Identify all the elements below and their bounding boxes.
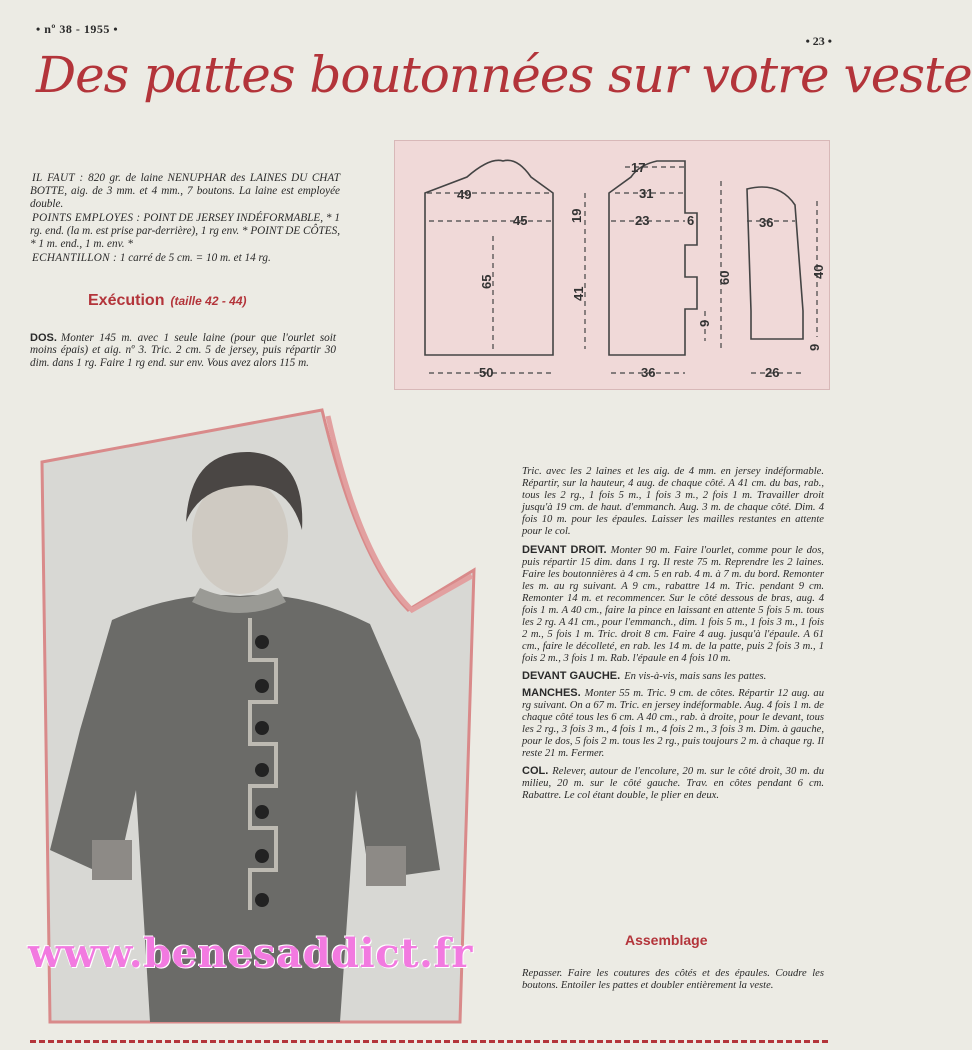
- manches-label: MANCHES.: [522, 687, 581, 700]
- execution-heading: [88, 292, 247, 310]
- execution-size: (taille 42 - 44): [170, 294, 247, 308]
- front-tab-label: 6: [687, 213, 695, 228]
- devant-gauche-section: [522, 671, 824, 683]
- echantillon-label: ECHANTILLON :: [32, 252, 118, 264]
- assemblage-text: Repasser. Faire les coutures des côtés et des épaules. Coudre les boutons. Entoiler les pattes et doubler entièrement la veste.: [522, 968, 824, 991]
- sleeve-top-label: 36: [759, 215, 774, 230]
- sleeve-outline: [747, 187, 803, 339]
- back-piece-outline: [425, 160, 553, 355]
- sleeve-wrist-label: 26: [765, 365, 780, 380]
- back-length-label: 65: [479, 274, 494, 289]
- dos-text: Monter 145 m. avec 1 seule laine (pour que l'ourlet soit moins épais) et aig. nº 3. Tric. 2 cm. 5 de jersey, puis répartir 30 dim. dans 1 rg. Faire 1 rg end. sur env. Vous avez alors 115 m.: [30, 332, 336, 369]
- col-section: [522, 766, 824, 802]
- manches-section: [522, 688, 824, 759]
- front-length-label: 60: [717, 270, 732, 285]
- il-faut-text: 820 gr. de laine NENUPHAR des LAINES DU CHAT BOTTE, aig. de 3 mm. et 4 mm., 7 boutons. La laine est employée double.: [30, 172, 340, 210]
- page-title: Des pattes boutonnées sur votre veste: [36, 46, 972, 104]
- manches-text: Monter 55 m. Tric. 9 cm. de côtes. Répartir 12 aug. au rg suivant. On a 67 m. Tric. en jersey indéformable. Aug. 4 fois 1 m. de chaque côté tous les 6 cm. A 40 cm., rab. à droite, pour le devant, tous les 2 rg., 3 fois 3 m., 4 fois 1 m., 4 fois 2 m., 3 fois 3 m. Dim. à gauche, pour le dos, 5 fois 2 m. tous les 2 rg., puis toujours 2 m. à chaque rg. Il reste 21 m. Fermer.: [522, 688, 824, 759]
- back-chest-label: 45: [513, 213, 528, 228]
- sleeve-length-label: 40: [811, 264, 826, 279]
- pattern-schematic: [394, 140, 830, 390]
- materials-block: [30, 172, 340, 266]
- front-chest-label: 23: [635, 213, 650, 228]
- devant-gauche-label: DEVANT GAUCHE.: [522, 669, 621, 682]
- points-label: POINTS EMPLOYES :: [32, 212, 141, 224]
- back-hem-label: 50: [479, 365, 494, 380]
- dos-label: DOS.: [30, 332, 57, 344]
- page-number: • 23 •: [805, 34, 832, 48]
- dos-continued: Tric. avec les 2 laines et les aig. de 4 mm. en jersey indéformable. Répartir, sur la hauteur, 4 aug. de chaque côté. A 41 cm. du bas, rab., tous les 2 rg., 1 fois 5 m., 1 fois 3 m., 2 fois 1 m. Travailler droit jusqu'à 19 cm. de haut. d'emmanch. Aug. 3 m. de chaque côté. Dim. 4 fois 10 m. pour les épaules. Laisser les mailles restantes en attente pour le col.: [522, 466, 824, 537]
- front-shoulder-label: 31: [639, 186, 654, 201]
- front-tab-height-label: 9: [697, 319, 712, 327]
- col-text: Relever, autour de l'encolure, 20 m. sur le côté droit, 30 m. du milieu, 20 m. sur le côté gauche. Trav. en côtes pendant 6 cm. Rabattre. Le col étant double, le plier en deux.: [522, 765, 824, 801]
- col-label: COL.: [522, 764, 549, 777]
- execution-title: Exécution: [88, 292, 165, 309]
- echantillon-text: 1 carré de 5 cm. = 10 m. et 14 rg.: [119, 252, 271, 264]
- back-armhole-label: 19: [569, 208, 584, 223]
- schematic-svg: [395, 141, 829, 389]
- dos-instructions: [30, 332, 336, 369]
- front-hem-label: 36: [641, 365, 656, 380]
- bottom-divider: [30, 1040, 830, 1043]
- devant-droit-label: DEVANT DROIT.: [522, 544, 607, 557]
- instructions-column: [522, 466, 824, 808]
- sleeve-cuff-label: 9: [807, 343, 822, 351]
- devant-droit-section: [522, 545, 824, 664]
- watermark: www.benesaddict.fr: [28, 930, 473, 977]
- assemblage-heading: Assemblage: [625, 932, 708, 948]
- il-faut-label: IL FAUT :: [32, 172, 84, 184]
- back-shoulder-label: 49: [457, 187, 472, 202]
- front-neck-label: 17: [631, 160, 646, 175]
- points-text: POINT DE JERSEY INDÉFORMABLE, * 1 rg. end. (la m. est prise par-derrière), 1 rg env. * POINT DE CÔTES, * 1 m. end., 1 m. env. *: [30, 212, 340, 250]
- devant-droit-text: Monter 90 m. Faire l'ourlet, comme pour le dos, puis répartir 15 dim. dans 1 rg. Il reste 75 m. Reprendre les 2 laines. Faire les boutonnières à 4 cm. 5 en rab. 4 m. à 7 m. du bord. Remonter les m. au rg suivant. A 9 cm., rabattre 14 m. Tric. pendant 9 cm. Remonter 14 m. et recommencer. Sur le côté dessous de bras, aug. 4 fois 1 m. A 40 cm., faire la pince en laissant en attente 5 fois 5 m. tous les 2 rg. A 41 cm., pour l'emmanch., dim. 1 fois 5 m., 1 fois 3 m., 1 fois 2 m., 5 fois 1 m. Tric. droit 8 cm. Faire 4 aug. jusqu'à l'épaule. A 61 cm., faire le décolleté, en rab. les 14 m. de la patte, puis 2 fois 3 m., 1 fois 2 m., 3 fois 1 m. Rab. l'épaule en 4 fois 10 m.: [522, 545, 824, 664]
- devant-gauche-text: En vis-à-vis, mais sans les pattes.: [624, 670, 767, 682]
- back-side-label: 41: [571, 286, 586, 301]
- issue-number: • nº 38 - 1955 •: [36, 22, 119, 36]
